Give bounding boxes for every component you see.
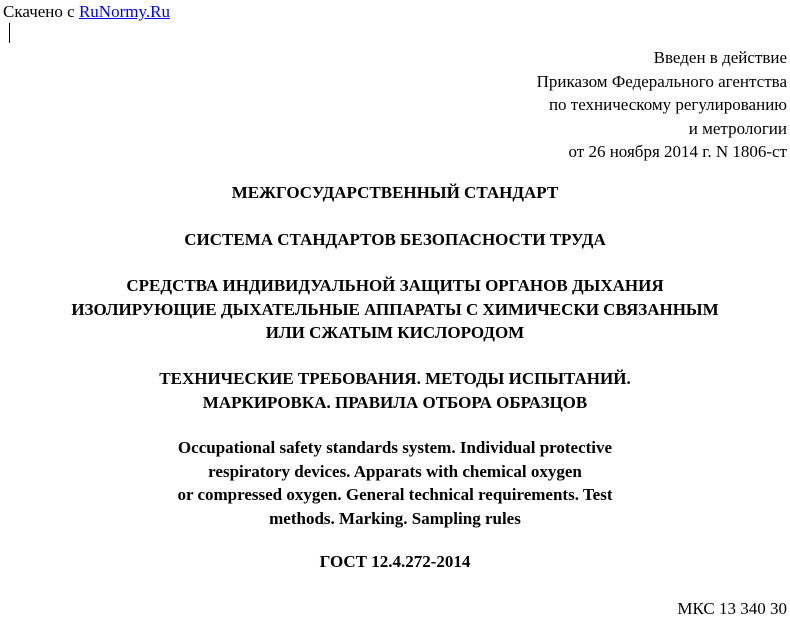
main-title-line: ИЗОЛИРУЮЩИЕ ДЫХАТЕЛЬНЫЕ АППАРАТЫ С ХИМИЧЕСКИ СВЯЗАННЫМ — [71, 299, 719, 319]
source-link[interactable]: RuNormy.Ru — [78, 2, 170, 21]
subtitle-heading — [0, 367, 790, 414]
approval-line: Приказом Федерального агентства — [536, 71, 787, 91]
english-title-block — [0, 436, 790, 530]
english-title-line: respiratory devices. Apparats with chemical oxygen — [208, 461, 582, 481]
english-title-line: Occupational safety standards system. Individual protective — [177, 438, 613, 457]
source-prefix: Скачено с — [3, 2, 75, 21]
source-line — [3, 2, 170, 22]
main-title-line: СРЕДСТВА ИНДИВИДУАЛЬНОЙ ЗАЩИТЫ ОРГАНОВ ДЫХАНИЯ — [126, 276, 664, 295]
approval-line: по техническому регулированию — [548, 95, 787, 114]
standard-type-heading — [0, 181, 790, 205]
subtitle-line: МАРКИРОВКА. ПРАВИЛА ОТБОРА ОБРАЗЦОВ — [202, 392, 588, 412]
gost-number-text: ГОСТ 12.4.272-2014 — [319, 552, 471, 571]
gost-number-heading — [0, 550, 790, 574]
approval-line: от 26 ноября 2014 г. N 1806-ст — [568, 142, 787, 161]
standard-type-text: МЕЖГОСУДАРСТВЕННЫЙ СТАНДАРТ — [231, 183, 559, 202]
system-title-heading — [0, 228, 790, 252]
approval-line: и метрологии — [688, 118, 787, 138]
approval-line: Введен в действие — [653, 48, 787, 67]
system-title-text: СИСТЕМА СТАНДАРТОВ БЕЗОПАСНОСТИ ТРУДА — [184, 230, 606, 249]
subtitle-line: ТЕХНИЧЕСКИЕ ТРЕБОВАНИЯ. МЕТОДЫ ИСПЫТАНИЙ. — [159, 369, 631, 388]
approval-block — [537, 46, 787, 164]
english-title-line: or compressed oxygen. General technical requirements. Test — [177, 485, 613, 504]
mks-code: МКС 13 340 30 — [677, 599, 787, 618]
main-title-line: ИЛИ СЖАТЫМ КИСЛОРОДОМ — [265, 323, 525, 342]
main-title-heading — [0, 274, 790, 345]
english-title-line: methods. Marking. Sampling rules — [269, 508, 521, 528]
text-cursor — [9, 23, 10, 43]
